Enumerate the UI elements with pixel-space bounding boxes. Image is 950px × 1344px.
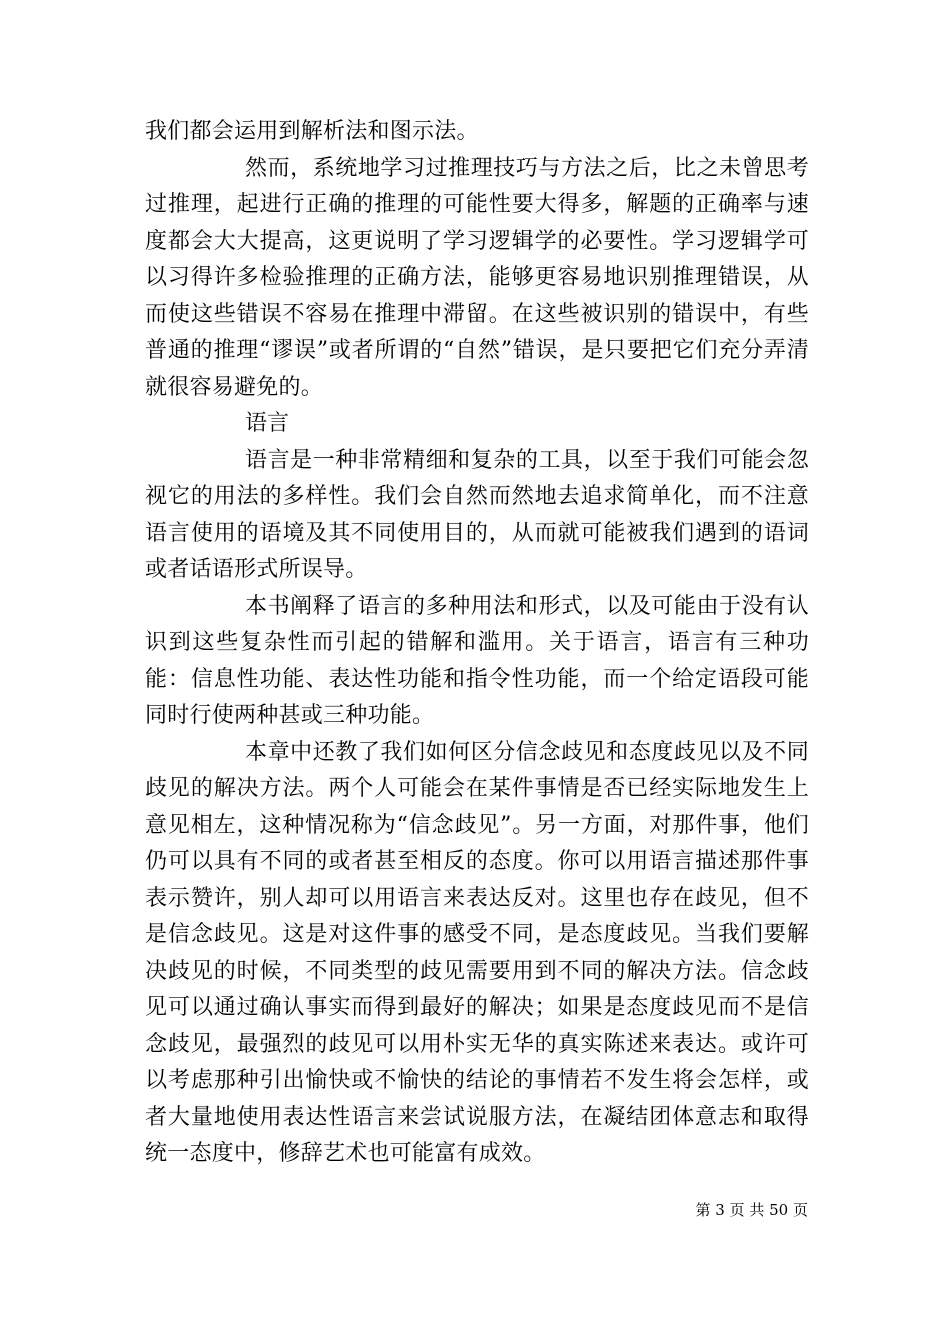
paragraph-disagreement: 本章中还教了我们如何区分信念歧见和态度歧见以及不同歧见的解决方法。两个人可能会在某件事情是否已经实际地发生上意见相左，这种情况称为“信念歧见”。另一方面，对那件事，他们仍可以具有不同的或者甚至相反的态度。你可以用语言描述那件事表示赞许，别人却可以用语言来表达反对。这里也存在歧见，但不是信念歧见。这是对这件事的感受不同，是态度歧见。当我们要解决歧见的时候，不同类型的歧见需要用到不同的解决方法。信念歧见可以通过确认事实而得到最好的解决；如果是态度歧见而不是信念歧见，最强烈的歧见可以用朴实无华的真实陈述来表达。或许可以考虑那种引出愉快或不愉快的结论的事情若不发生将会怎样，或者大量地使用表达性语言来尝试说服方法，在凝结团体意志和取得统一态度中，修辞艺术也可能富有成效。 — [145, 739, 809, 1166]
paragraph-logic-study: 然而，系统地学习过推理技巧与方法之后，比之未曾思考过推理，起进行正确的推理的可能性要大得多，解题的正确率与速度都会大大提高，这更说明了学习逻辑学的必要性。学习逻辑学可以习得许多检验推理的正确方法，能够更容易地识别推理错误，从而使这些错误不容易在推理中滞留。在这些被识别的错误中，有些普通的推理“谬误”或者所谓的“自然”错误，是只要把它们充分弄清就很容易避免的。 — [145, 155, 809, 400]
page-number-footer: 第 3 页 共 50 页 — [695, 1201, 808, 1219]
page-body — [145, 114, 809, 1173]
paragraph-language-functions: 本书阐释了语言的多种用法和形式，以及可能由于没有认识到这些复杂性而引起的错解和滥用。关于语言，语言有三种功能：信息性功能、表达性功能和指令性功能，而一个给定语段可能同时行使两种甚或三种功能。 — [145, 593, 809, 728]
section-heading-language: 语言 — [245, 411, 290, 436]
paragraph-continuation: 我们都会运用到解析法和图示法。 — [145, 119, 479, 144]
paragraph-language-tool: 语言是一种非常精细和复杂的工具，以至于我们可能会忽视它的用法的多样性。我们会自然而然地去追求简单化，而不注意语言使用的语境及其不同使用目的，从而就可能被我们遇到的语词或者话语形式所误导。 — [145, 447, 809, 582]
